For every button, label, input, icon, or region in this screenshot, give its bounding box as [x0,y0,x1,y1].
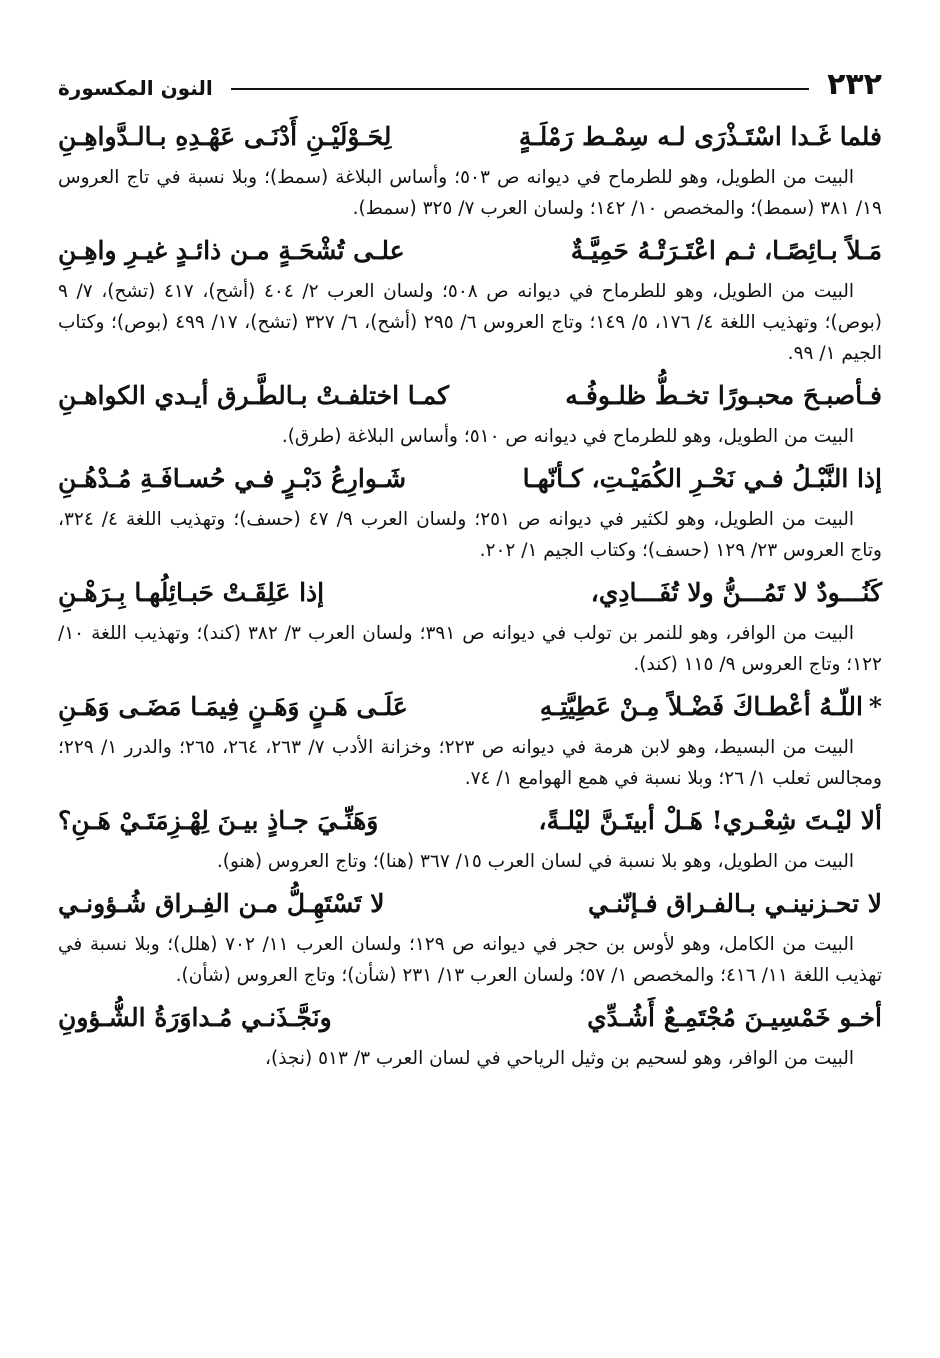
verse-line [58,881,882,927]
page-number: ٢٣٢ [827,67,882,102]
header-rule [231,88,809,90]
verse-commentary: البيت من الطويل، وهو للطرماح في ديوانه ص ٥١٠؛ وأساس البلاغة (طرق). [281,426,854,447]
page-content [58,114,882,1078]
chapter-title: النون المكسورة [58,76,213,100]
verse-first-hemistich: أخـو خَمْسِيـنَ مُجْتَمِـعٌ أَشُـدِّي [587,1003,882,1032]
verse-entry [58,114,882,224]
verse-entry [58,995,882,1074]
verse-first-hemistich: فلما غَـدا اسْتَـذْرَى لـه سِمْـط رَمْلَـةٍ [518,122,882,151]
page-header [58,58,882,102]
verse-entry [58,570,882,680]
verse-entry [58,228,882,369]
verse-line [58,373,882,419]
verse-first-hemistich: ألا ليْـتَ شِعْـري! هَـلْ أبيتَـنَّ ليْلـةً، [538,806,882,835]
verse-commentary: البيت من الوافر، وهو لسحيم بن وثيل الرياحي في لسان العرب ٣/ ٥١٣ (نجذ)، [265,1048,854,1069]
verse-first-hemistich: إذا النَّبْـلُ فـي نَحْـرِ الكُمَيْـتِ، كـأنّهـا [522,464,882,493]
star-marker: * [868,692,882,721]
verse-second-hemistich: إذا عَلِقَـتْ حَبـائِلُهـا بِـرَهْـنِ [58,578,325,607]
verse-commentary: البيت من الطويل، وهو بلا نسبة في لسان العرب ١٥/ ٣٦٧ (هنا)؛ وتاج العروس (هنو). [216,851,854,872]
verse-second-hemistich: وَهَنِّـيَ جـاذٍ بيـنَ لِهْـزِمَتَـيْ هَـنِ؟ [58,806,379,835]
verse-line [58,114,882,160]
verse-first-hemistich [540,684,882,730]
verse-first-hemistich: مَـلاً بـائِصًـا، ثـم اعْتَـرَتْـهُ حَمِيَّـةٌ [570,236,882,265]
verse-entry [58,798,882,877]
verse-second-hemistich: ونَجَّـذَنـي مُـداوَرَةُ الشُّـؤونِ [58,1003,332,1032]
verse-line [58,228,882,274]
verse-commentary: البيت من الوافر، وهو للنمر بن تولب في ديوانه ص ٣٩١؛ ولسان العرب ٣/ ٣٨٢ (كند)؛ وتهذيب اللغة ١٠/ ١٢٢؛ وتاج العروس ٩/ ١١٥ (كند). [58,623,882,675]
verse-line [58,798,882,844]
verse-entry [58,456,882,566]
verse-second-hemistich: لِحَـوْلَيْـنِ أَدْنَـى عَهْـدِهِ بـالـدَّواهِـنِ [58,122,392,151]
verse-first-hemistich: لا تحـزنينـي بـالفـراق فـإنّنـي [588,889,882,918]
verse-entry [58,684,882,794]
verse-first-hemistich: فـأصبـحَ محبـورًا تخـطُّ ظلـوفُـه [565,381,882,410]
verse-second-hemistich: عَلَـى هَـنٍ وَهَـنٍ فِيمَـا مَضَـى وَهَـنِ [58,692,408,721]
verse-entry [58,373,882,452]
verse-commentary: البيت من الطويل، وهو للطرماح في ديوانه ص ٥٠٣؛ وأساس البلاغة (سمط)؛ وبلا نسبة في تاج العروس ١٩/ ٣٨١ (سمط)؛ والمخصص ١٠/ ١٤٢؛ ولسان العرب ٧/ ٣٢٥ (سمط). [58,167,882,219]
verse-line [58,995,882,1041]
verse-line [58,684,882,730]
verse-second-hemistich: علـى تُشْحَـةٍ مـن ذائـدٍ غيـرِ واهِـنِ [58,236,405,265]
verse-commentary: البيت من البسيط، وهو لابن هرمة في ديوانه ص ٢٢٣؛ وخزانة الأدب ٧/ ٢٦٣، ٢٦٤، ٢٦٥؛ والدرر ١/ ٢٢٩؛ ومجالس ثعلب ١/ ٢٦؛ وبلا نسبة في همع الهوامع ١/ ٧٤. [58,737,882,789]
verse-second-hemistich: شَـوارِعُ دَبْـرٍ فـي حُسـافَـةِ مُـدْهُـنِ [58,464,407,493]
verse-first-hemistich-text: اللّـهُ أعْطـاكَ فَضْـلاً مِـنْ عَطِيَّتِـهِ [539,692,863,721]
verse-line [58,456,882,502]
verse-line [58,570,882,616]
verse-second-hemistich: كمـا اختلفـتْ بـالطَّـرق أيـدي الكواهـنِ [58,381,450,410]
verse-second-hemistich: لا تَسْتَهِـلُّ مـن الفِـراق شُـؤونـي [58,889,385,918]
verse-entry [58,881,882,991]
verse-commentary: البيت من الطويل، وهو لكثير في ديوانه ص ٢٥١؛ ولسان العرب ٩/ ٤٧ (حسف)؛ وتهذيب اللغة ٤/ ٣٢٤، وتاج العروس ٢٣/ ١٢٩ (حسف)؛ وكتاب الجيم ١/ ٢٠٢. [58,509,882,561]
verse-first-hemistich: كَنُـــودٌ لا تَمُـــنُّ ولا تُفَـــادِي، [590,578,882,607]
verse-commentary: البيت من الطويل، وهو للطرماح في ديوانه ص ٥٠٨؛ ولسان العرب ٢/ ٤٠٤ (أشح)، ٤١٧ (تشح)، ٧/ ٩ (بوص)؛ وتهذيب اللغة ٤/ ١٧٦، ٥/ ١٤٩؛ وتاج العروس ٦/ ٢٩٥ (أشح)، ٦/ ٣٢٧ (تشح)، ١٧/ ٤٩٩ (بوص)؛ وكتاب الجيم ١/ ٩٩. [58,281,883,364]
verse-commentary: البيت من الكامل، وهو لأوس بن حجر في ديوانه ص ١٢٩؛ ولسان العرب ١١/ ٧٠٢ (هلل)؛ وبلا نسبة في تهذيب اللغة ١١/ ٤١٦؛ والمخصص ١/ ٥٧؛ ولسان العرب ١٣/ ٢٣١ (شأن)؛ وتاج العروس (شأن). [58,934,882,986]
